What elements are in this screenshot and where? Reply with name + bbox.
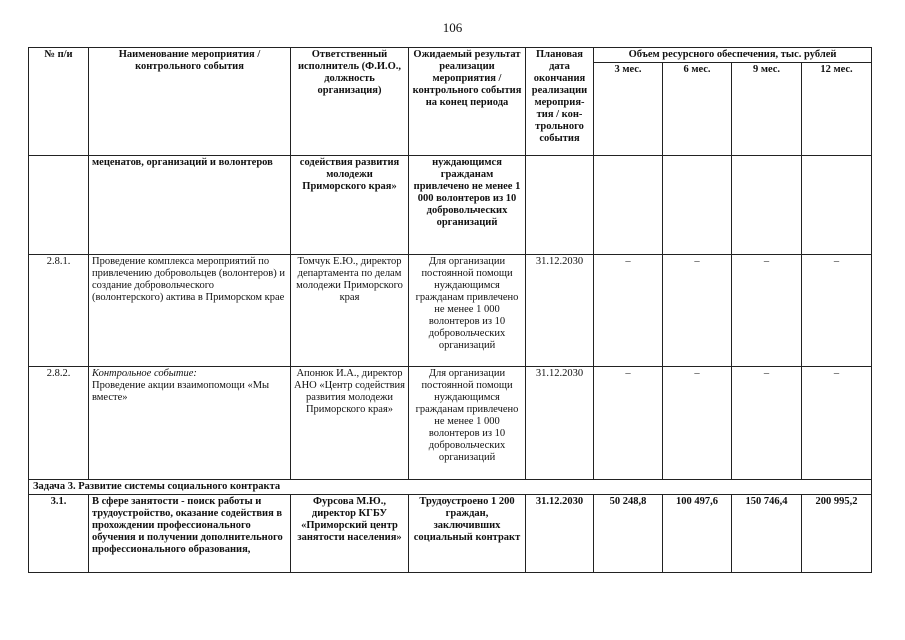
row-date: 31.12.2030	[526, 255, 594, 367]
row-9m: 150 746,4	[732, 495, 802, 573]
row-responsible: Томчук Е.Ю., директор департамента по делам молодежи Приморского края	[291, 255, 409, 367]
row-date	[526, 156, 594, 255]
row-name: Проведение комплекса мероприятий по привлечению добровольцев (волонтеров) и создание добровольческого (волонтерского) актива в Приморском крае	[89, 255, 291, 367]
row-3m	[594, 156, 663, 255]
section-row	[29, 480, 872, 495]
row-result: Для организации постоянной помощи нуждающимся гражданам привлечено не менее 1 000 волонтеров из 10 добровольческих организаций	[409, 255, 526, 367]
page-number: 106	[442, 20, 463, 35]
row-name: Проведение акции взаимопомощи «Мы вместе»	[92, 380, 270, 403]
row-responsible: содействия развития молодежи Приморского края»	[291, 156, 409, 255]
row-3m: –	[594, 255, 663, 367]
row-3m: 50 248,8	[594, 495, 663, 573]
row-date: 31.12.2030	[526, 367, 594, 480]
row-date: 31.12.2030	[526, 495, 594, 573]
row-result: Для организации постоянной помощи нуждающимся гражданам привлечено не менее 1 000 волонтеров из 10 добровольческих организаций	[409, 367, 526, 480]
row-3m: –	[594, 367, 663, 480]
header-12-months: 12 мес.	[802, 63, 872, 156]
row-12m: –	[802, 255, 872, 367]
table-row	[29, 367, 872, 480]
table-row	[29, 495, 872, 573]
header-9-months: 9 мес.	[732, 63, 802, 156]
header-row-1	[29, 48, 872, 63]
row-result: Трудоустроено 1 200 граждан, заключивших социальный контракт	[409, 495, 526, 573]
activities-table	[28, 47, 872, 573]
row-name-cell	[89, 367, 291, 480]
header-name: Наименование мероприятия / контрольного события	[89, 48, 291, 156]
row-number	[29, 156, 89, 255]
row-12m	[802, 156, 872, 255]
row-responsible: Фурсова М.Ю., директор КГБУ «Приморский центр занятости населения»	[291, 495, 409, 573]
row-number: 3.1.	[29, 495, 89, 573]
table-row	[29, 156, 872, 255]
header-number: № п/и	[29, 48, 89, 156]
header-funding: Объем ресурсного обеспечения, тыс. рублей	[594, 48, 872, 63]
header-date: Плановая дата окончания реализации мероприя-тия / кон-трольного события	[526, 48, 594, 156]
row-name: В сфере занятости - поиск работы и трудоустройство, оказание содействия в прохождении профессионального обучения и получении дополнительного профессионального образования,	[89, 495, 291, 573]
row-name: меценатов, организаций и волонтеров	[89, 156, 291, 255]
row-number: 2.8.1.	[29, 255, 89, 367]
row-6m: –	[663, 367, 732, 480]
row-9m: –	[732, 255, 802, 367]
row-6m	[663, 156, 732, 255]
row-12m: 200 995,2	[802, 495, 872, 573]
row-12m: –	[802, 367, 872, 480]
header-result: Ожидаемый результат реализации мероприятия / контрольного события на конец периода	[409, 48, 526, 156]
control-event-label: Контрольное событие:	[92, 368, 197, 379]
row-responsible: Апонюк И.А., директор АНО «Центр содействия развития молодежи Приморского края»	[291, 367, 409, 480]
header-6-months: 6 мес.	[663, 63, 732, 156]
row-number: 2.8.2.	[29, 367, 89, 480]
header-responsible: Ответственный исполнитель (Ф.И.О., должность организация)	[291, 48, 409, 156]
row-6m: –	[663, 255, 732, 367]
row-9m: –	[732, 367, 802, 480]
section-title: Задача 3. Развитие системы социального контракта	[29, 480, 872, 495]
row-result: нуждающимся гражданам привлечено не менее 1 000 волонтеров из 10 добровольческих организаций	[409, 156, 526, 255]
row-6m: 100 497,6	[663, 495, 732, 573]
row-9m	[732, 156, 802, 255]
table-row	[29, 255, 872, 367]
header-3-months: 3 мес.	[594, 63, 663, 156]
